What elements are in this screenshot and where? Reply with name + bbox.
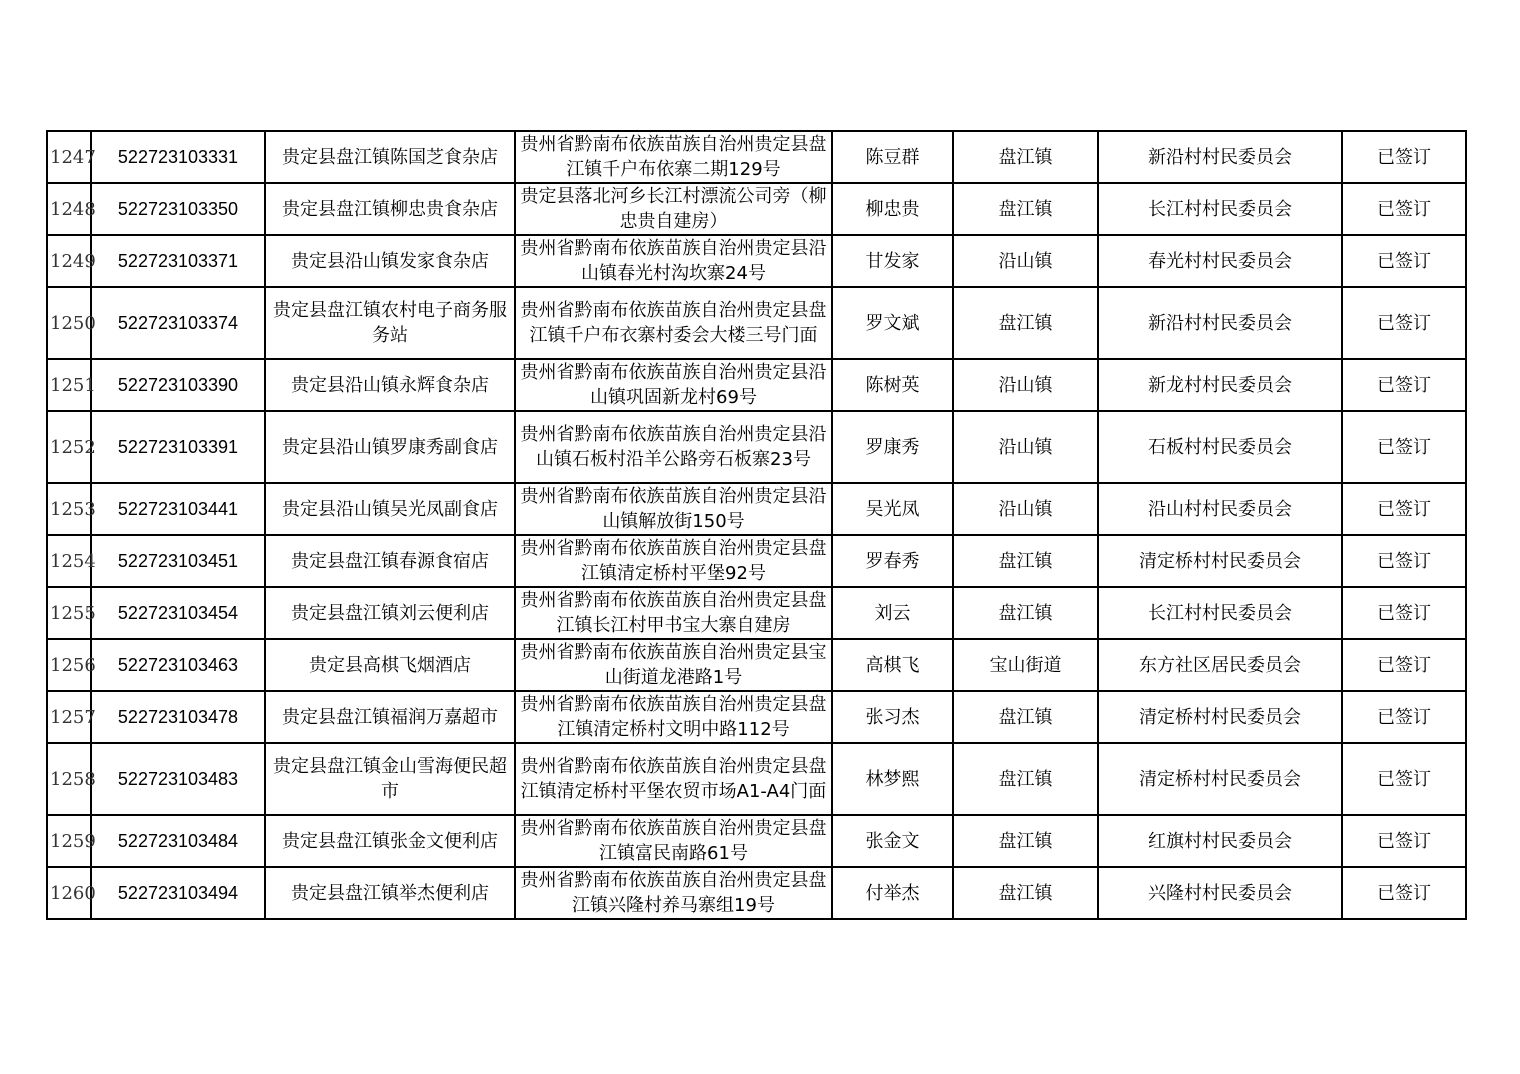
committee-name: 长江村村民委员会	[1098, 183, 1342, 235]
committee-name: 新龙村村民委员会	[1098, 359, 1342, 411]
store-name: 贵定县盘江镇柳忠贵食杂店	[265, 183, 515, 235]
row-number: 1255	[47, 587, 91, 639]
row-number: 1260	[47, 867, 91, 919]
person-name: 柳忠贵	[832, 183, 953, 235]
records-table	[46, 130, 1467, 920]
store-address: 贵州省黔南布依族苗族自治州贵定县盘江镇兴隆村养马寨组19号	[515, 867, 832, 919]
license-code: 522723103483	[91, 743, 265, 815]
store-name: 贵定县盘江镇举杰便利店	[265, 867, 515, 919]
store-name: 贵定县盘江镇刘云便利店	[265, 587, 515, 639]
sign-status: 已签订	[1342, 235, 1466, 287]
license-code: 522723103350	[91, 183, 265, 235]
committee-name: 东方社区居民委员会	[1098, 639, 1342, 691]
store-address: 贵州省黔南布依族苗族自治州贵定县盘江镇清定桥村平堡92号	[515, 535, 832, 587]
committee-name: 春光村村民委员会	[1098, 235, 1342, 287]
town-name: 沿山镇	[953, 411, 1098, 483]
person-name: 罗康秀	[832, 411, 953, 483]
store-address: 贵定县落北河乡长江村漂流公司旁（柳忠贵自建房）	[515, 183, 832, 235]
town-name: 沿山镇	[953, 235, 1098, 287]
town-name: 盘江镇	[953, 131, 1098, 183]
table-row	[47, 639, 1466, 691]
sign-status: 已签订	[1342, 815, 1466, 867]
town-name: 盘江镇	[953, 183, 1098, 235]
table-row	[47, 359, 1466, 411]
table-row	[47, 867, 1466, 919]
person-name: 吴光凤	[832, 483, 953, 535]
store-name: 贵定县盘江镇春源食宿店	[265, 535, 515, 587]
town-name: 盘江镇	[953, 867, 1098, 919]
store-address: 贵州省黔南布依族苗族自治州贵定县沿山镇春光村沟坎寨24号	[515, 235, 832, 287]
row-number: 1248	[47, 183, 91, 235]
committee-name: 新沿村村民委员会	[1098, 287, 1342, 359]
town-name: 盘江镇	[953, 815, 1098, 867]
person-name: 刘云	[832, 587, 953, 639]
table-row	[47, 535, 1466, 587]
store-name: 贵定县沿山镇发家食杂店	[265, 235, 515, 287]
license-code: 522723103451	[91, 535, 265, 587]
person-name: 陈豆群	[832, 131, 953, 183]
table-row	[47, 287, 1466, 359]
store-name: 贵定县盘江镇张金文便利店	[265, 815, 515, 867]
sign-status: 已签订	[1342, 183, 1466, 235]
person-name: 张金文	[832, 815, 953, 867]
committee-name: 新沿村村民委员会	[1098, 131, 1342, 183]
table-row	[47, 483, 1466, 535]
store-address: 贵州省黔南布依族苗族自治州贵定县盘江镇富民南路61号	[515, 815, 832, 867]
table-row	[47, 815, 1466, 867]
sign-status: 已签订	[1342, 691, 1466, 743]
store-address: 贵州省黔南布依族苗族自治州贵定县盘江镇清定桥村平堡农贸市场A1-A4门面	[515, 743, 832, 815]
store-address: 贵州省黔南布依族苗族自治州贵定县沿山镇巩固新龙村69号	[515, 359, 832, 411]
store-name: 贵定县盘江镇福润万嘉超市	[265, 691, 515, 743]
table-row	[47, 235, 1466, 287]
sign-status: 已签订	[1342, 867, 1466, 919]
row-number: 1252	[47, 411, 91, 483]
town-name: 盘江镇	[953, 287, 1098, 359]
table-row	[47, 691, 1466, 743]
license-code: 522723103494	[91, 867, 265, 919]
row-number: 1256	[47, 639, 91, 691]
town-name: 盘江镇	[953, 743, 1098, 815]
person-name: 陈树英	[832, 359, 953, 411]
license-code: 522723103391	[91, 411, 265, 483]
town-name: 沿山镇	[953, 483, 1098, 535]
row-number: 1250	[47, 287, 91, 359]
table-row	[47, 131, 1466, 183]
person-name: 甘发家	[832, 235, 953, 287]
store-name: 贵定县沿山镇永辉食杂店	[265, 359, 515, 411]
license-code: 522723103371	[91, 235, 265, 287]
license-code: 522723103441	[91, 483, 265, 535]
committee-name: 长江村村民委员会	[1098, 587, 1342, 639]
row-number: 1259	[47, 815, 91, 867]
committee-name: 兴隆村村民委员会	[1098, 867, 1342, 919]
town-name: 沿山镇	[953, 359, 1098, 411]
store-name: 贵定县盘江镇农村电子商务服务站	[265, 287, 515, 359]
row-number: 1249	[47, 235, 91, 287]
sign-status: 已签订	[1342, 639, 1466, 691]
sign-status: 已签订	[1342, 359, 1466, 411]
store-address: 贵州省黔南布依族苗族自治州贵定县盘江镇千户布衣寨村委会大楼三号门面	[515, 287, 832, 359]
sign-status: 已签订	[1342, 743, 1466, 815]
town-name: 盘江镇	[953, 691, 1098, 743]
license-code: 522723103390	[91, 359, 265, 411]
person-name: 张习杰	[832, 691, 953, 743]
table-row	[47, 411, 1466, 483]
table-row	[47, 587, 1466, 639]
store-address: 贵州省黔南布依族苗族自治州贵定县盘江镇长江村甲书宝大寨自建房	[515, 587, 832, 639]
store-address: 贵州省黔南布依族苗族自治州贵定县沿山镇石板村沿羊公路旁石板寨23号	[515, 411, 832, 483]
records-table-body	[47, 131, 1466, 919]
store-address: 贵州省黔南布依族苗族自治州贵定县宝山街道龙港路1号	[515, 639, 832, 691]
row-number: 1251	[47, 359, 91, 411]
town-name: 宝山街道	[953, 639, 1098, 691]
committee-name: 石板村村民委员会	[1098, 411, 1342, 483]
committee-name: 清定桥村村民委员会	[1098, 535, 1342, 587]
store-address: 贵州省黔南布依族苗族自治州贵定县沿山镇解放街150号	[515, 483, 832, 535]
sign-status: 已签订	[1342, 287, 1466, 359]
license-code: 522723103454	[91, 587, 265, 639]
person-name: 林梦熙	[832, 743, 953, 815]
person-name: 罗文斌	[832, 287, 953, 359]
license-code: 522723103331	[91, 131, 265, 183]
license-code: 522723103484	[91, 815, 265, 867]
row-number: 1257	[47, 691, 91, 743]
town-name: 盘江镇	[953, 587, 1098, 639]
person-name: 付举杰	[832, 867, 953, 919]
committee-name: 沿山村村民委员会	[1098, 483, 1342, 535]
row-number: 1253	[47, 483, 91, 535]
sign-status: 已签订	[1342, 131, 1466, 183]
committee-name: 清定桥村村民委员会	[1098, 743, 1342, 815]
store-name: 贵定县高棋飞烟酒店	[265, 639, 515, 691]
store-name: 贵定县盘江镇陈国芝食杂店	[265, 131, 515, 183]
store-name: 贵定县盘江镇金山雪海便民超市	[265, 743, 515, 815]
sign-status: 已签订	[1342, 483, 1466, 535]
row-number: 1247	[47, 131, 91, 183]
sign-status: 已签订	[1342, 411, 1466, 483]
town-name: 盘江镇	[953, 535, 1098, 587]
person-name: 高棋飞	[832, 639, 953, 691]
store-address: 贵州省黔南布依族苗族自治州贵定县盘江镇清定桥村文明中路112号	[515, 691, 832, 743]
committee-name: 红旗村村民委员会	[1098, 815, 1342, 867]
sign-status: 已签订	[1342, 587, 1466, 639]
store-address: 贵州省黔南布依族苗族自治州贵定县盘江镇千户布依寨二期129号	[515, 131, 832, 183]
row-number: 1254	[47, 535, 91, 587]
store-name: 贵定县沿山镇罗康秀副食店	[265, 411, 515, 483]
store-name: 贵定县沿山镇吴光凤副食店	[265, 483, 515, 535]
license-code: 522723103463	[91, 639, 265, 691]
table-row	[47, 743, 1466, 815]
license-code: 522723103478	[91, 691, 265, 743]
person-name: 罗春秀	[832, 535, 953, 587]
committee-name: 清定桥村村民委员会	[1098, 691, 1342, 743]
row-number: 1258	[47, 743, 91, 815]
table-row	[47, 183, 1466, 235]
license-code: 522723103374	[91, 287, 265, 359]
sign-status: 已签订	[1342, 535, 1466, 587]
